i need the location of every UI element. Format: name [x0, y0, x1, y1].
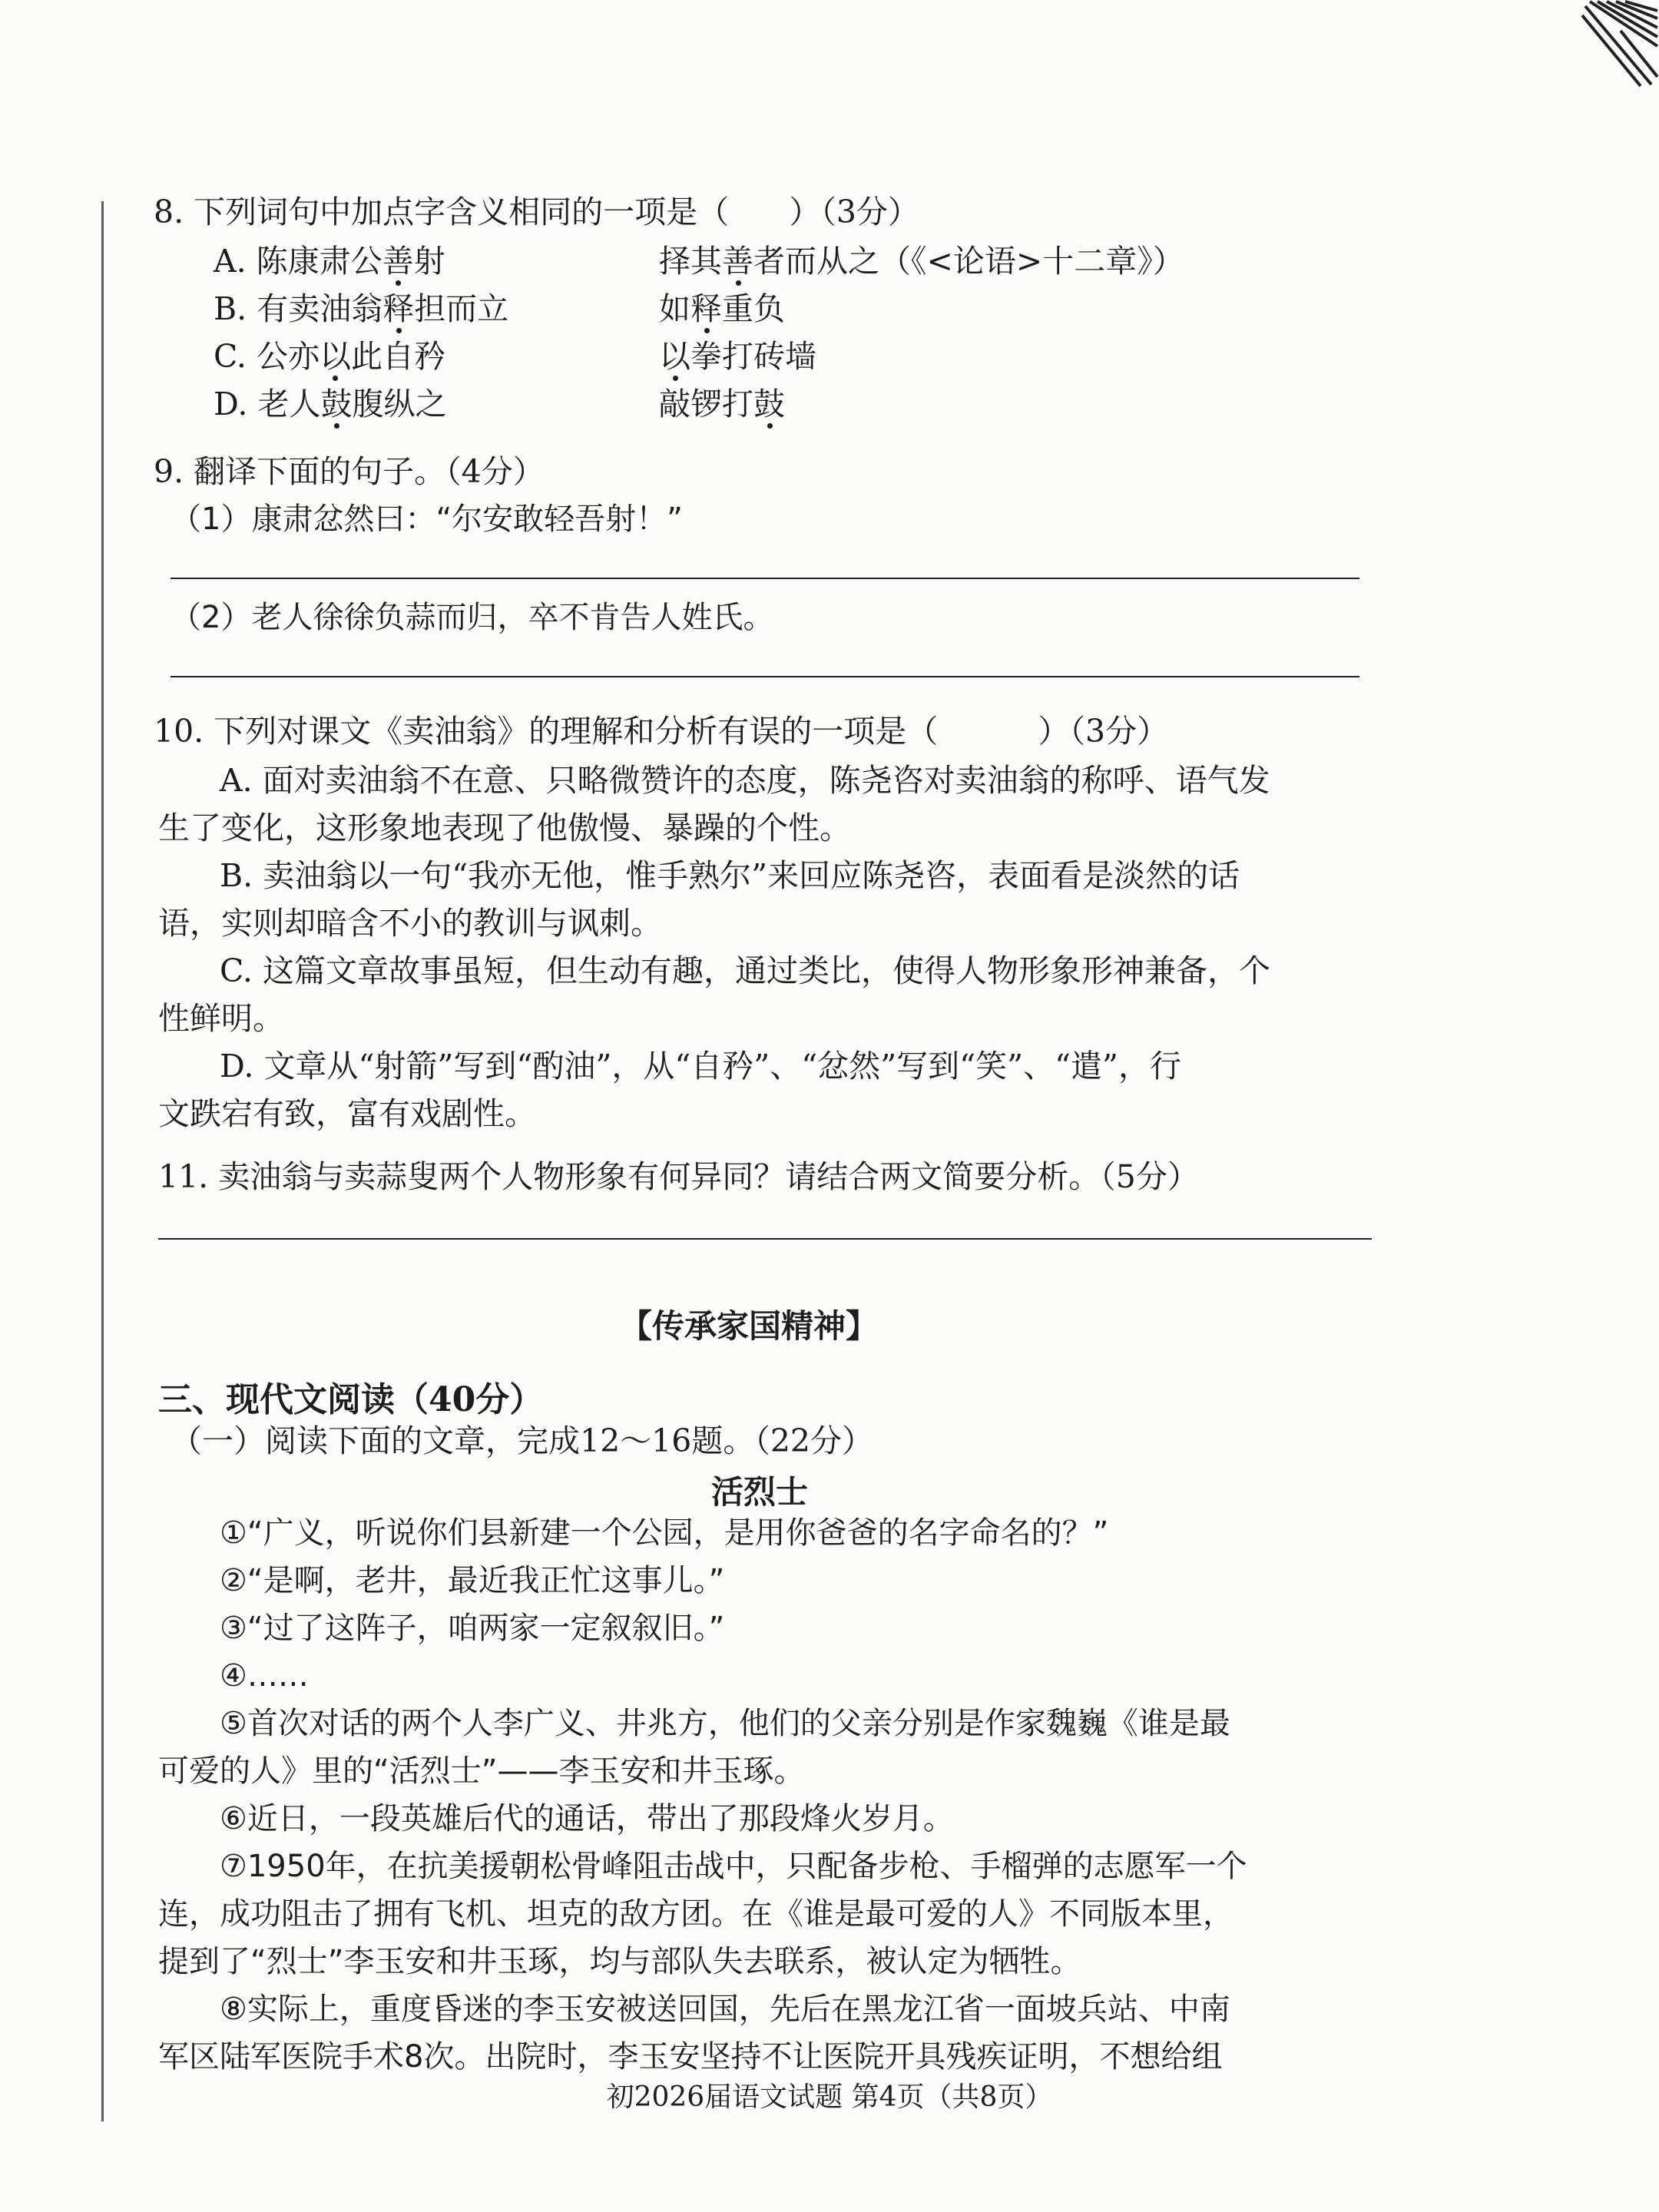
q11-stem: 11. 卖油翁与卖蒜叟两个人物形象有何异同？请结合两文简要分析。（5分）: [158, 1158, 1199, 1195]
article-paragraph-3: ③“过了这阵子，咱两家一定叙叙旧。”: [220, 1611, 725, 1646]
article-paragraph-7-line2: 连，成功阻击了拥有飞机、坦克的敌方团。在《谁是最可爱的人》不同版本里，: [158, 1896, 1233, 1932]
q10-option-b-line2: 语，实则却暗含不小的教训与讽刺。: [158, 905, 662, 942]
q10-stem: 10. 下列对课文《卖油翁》的理解和分析有误的一项是（ ）（3分）: [154, 713, 1169, 750]
q8-option-d-right: 敲锣打鼓: [659, 386, 785, 422]
article-paragraph-8-line2: 军区陆军医院手术8次。出院时，李玉安坚持不让医院开具残疾证明，不想给组: [158, 2039, 1223, 2075]
q8-option-b-left: B. 有卖油翁释担而立: [214, 290, 509, 327]
article-paragraph-4: ④……: [220, 1658, 309, 1694]
article-paragraph-8-line1: ⑧实际上，重度昏迷的李玉安被送回国，先后在黑龙江省一面坡兵站、中南: [220, 1992, 1230, 2027]
q10-option-a-line1: A. 面对卖油翁不在意、只略微赞许的态度，陈尧咨对卖油翁的称呼、语气发: [220, 762, 1270, 799]
article-paragraph-1: ①“广义，听说你们县新建一个公园，是用你爸爸的名字命名的？”: [220, 1515, 1109, 1551]
q10-option-b-line1: B. 卖油翁以一句“我亦无他，惟手熟尔”来回应陈尧咨，表面看是淡然的话: [220, 857, 1240, 894]
q8-option-d-left: D. 老人鼓腹纵之: [214, 386, 447, 422]
binding-margin-line: [101, 201, 104, 2121]
q8-stem: 8. 下列词句中加点字含义相同的一项是（ ）（3分）: [154, 194, 919, 230]
article-paragraph-5-line2: 可爱的人》里的“活烈士”——李玉安和井玉琢。: [158, 1753, 805, 1789]
q8-option-a-right: 择其善者而从之（《<论语>十二章》）: [659, 243, 1184, 280]
q9-answer-line-2[interactable]: [171, 676, 1359, 677]
q9-sentence-2: （2）老人徐徐负蒜而归，卒不肯告人姓氏。: [171, 600, 774, 635]
q11-answer-line[interactable]: [158, 1238, 1372, 1240]
article-paragraph-2: ②“是啊，老井，最近我正忙这事儿。”: [220, 1563, 725, 1598]
q9-answer-line-1[interactable]: [171, 578, 1359, 579]
q9-stem: 9. 翻译下面的句子。（4分）: [154, 453, 545, 490]
q10-option-c-line1: C. 这篇文章故事虽短，但生动有趣，通过类比，使得人物形象形神兼备，个: [220, 952, 1270, 989]
q8-option-c-left: C. 公亦以此自矜: [214, 338, 445, 375]
section-banner: 【传承家国精神】: [619, 1307, 878, 1345]
part-one-instruction: （一）阅读下面的文章，完成12～16题。（22分）: [171, 1422, 874, 1459]
corner-scan-mark: [1575, 0, 1659, 92]
q9-sentence-1: （1）康肃忿然曰：“尔安敢轻吾射！”: [171, 502, 683, 537]
article-paragraph-7-line3: 提到了“烈士”李玉安和井玉琢，均与部队失去联系，被认定为牺牲。: [158, 1944, 1081, 1979]
article-paragraph-6: ⑥近日，一段英雄后代的通话，带出了那段烽火岁月。: [220, 1801, 954, 1836]
q8-option-a-left: A. 陈康肃公善射: [214, 243, 445, 280]
q10-option-c-line2: 性鲜明。: [158, 1000, 284, 1037]
page-footer: 初2026届语文试题 第4页（共8页）: [606, 2081, 1053, 2113]
q10-option-d-line2: 文跌宕有致，富有戏剧性。: [158, 1095, 536, 1132]
article-title: 活烈士: [711, 1473, 809, 1511]
q10-option-d-line1: D. 文章从“射箭”写到“酌油”，从“自矜”、“忿然”写到“笑”、“遣”，行: [220, 1048, 1181, 1084]
q10-option-a-line2: 生了变化，这形象地表现了他傲慢、暴躁的个性。: [158, 810, 851, 846]
q8-option-b-right: 如释重负: [659, 290, 785, 327]
q8-option-c-right: 以拳打砖墙: [659, 338, 816, 375]
section-three-heading: 三、现代文阅读（40分）: [158, 1380, 544, 1419]
article-paragraph-5-line1: ⑤首次对话的两个人李广义、井兆方，他们的父亲分别是作家魏巍《谁是最: [220, 1706, 1230, 1741]
article-paragraph-7-line1: ⑦1950年，在抗美援朝松骨峰阻击战中，只配备步枪、手榴弹的志愿军一个: [220, 1849, 1247, 1884]
